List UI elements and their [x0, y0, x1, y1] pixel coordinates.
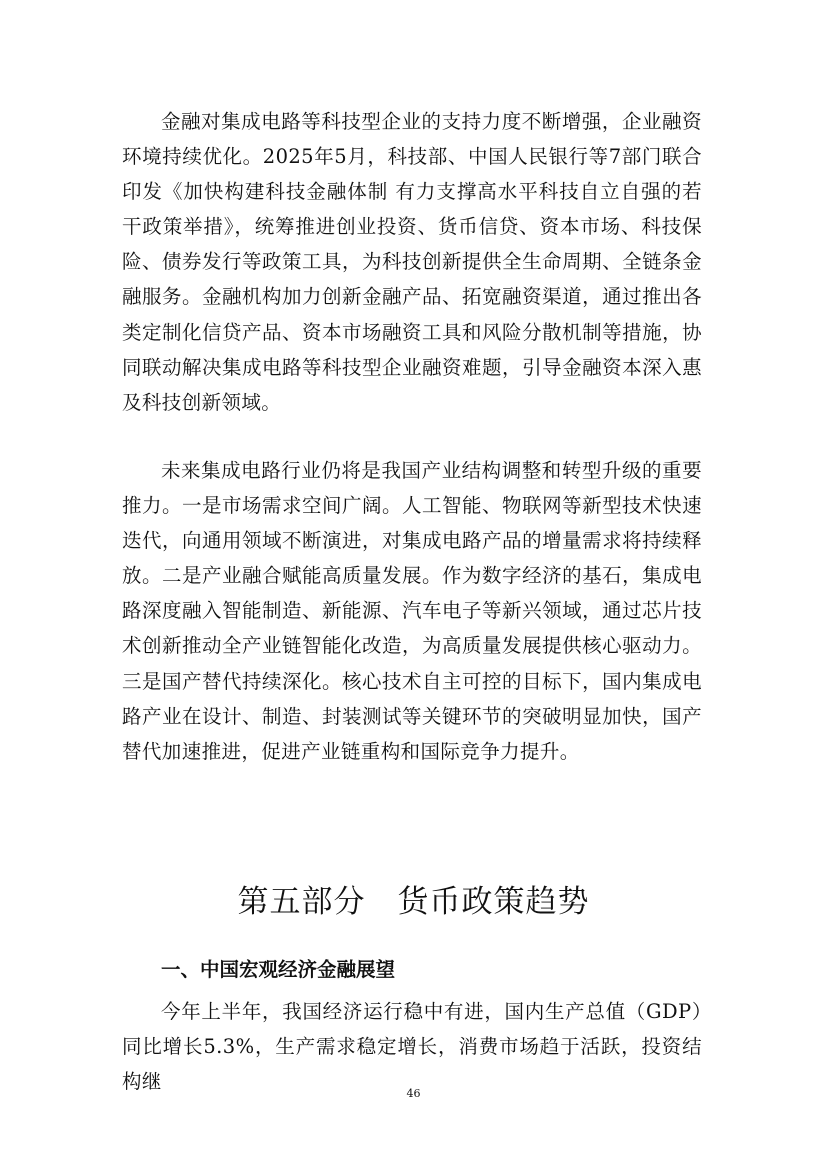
page-number: 46 — [406, 1087, 421, 1100]
body-paragraph-financial-support: 金融对集成电路等科技型企业的支持力度不断增强，企业融资环境持续优化。2025年5月，科技部、中国人民银行等7部门联合印发《加快构建科技金融体制 有力支撑高水平科技自立自强的若干政策举措》，统筹推进创业投资、货币信贷、资本市场、科技保险、债券发行等政策工具，为科技创新提供全生命周期、全链条金融服务。金融机构加力创新金融产品、拓宽融资渠道，通过推出各类定制化信贷产品、资本市场融资工具和风险分散机制等措施，协同联动解决集成电路等科技型企业融资难题，引导金融资本深入惠及科技创新领域。 — [122, 110, 702, 414]
section-title: 一、中国宏观经济金融展望 — [161, 958, 396, 981]
body-paragraph-industry-outlook: 未来集成电路行业仍将是我国产业结构调整和转型升级的重要推力。一是市场需求空间广阔。人工智能、物联网等新型技术快速迭代，向通用领域不断演进，对集成电路产品的增量需求将持续释放。二是产业融合赋能高质量发展。作为数字经济的基石，集成电路深度融入智能制造、新能源、汽车电子等新兴领域，通过芯片技术创新推动全产业链智能化改造，为高质量发展提供核心驱动力。三是国产替代持续深化。核心技术自主可控的目标下，国内集成电路产业在设计、制造、封装测试等关键环节的突破明显加快，国产替代加速推进，促进产业链重构和国际竞争力提升。 — [122, 459, 702, 763]
body-paragraph-macro-economy: 今年上半年，我国经济运行稳中有进，国内生产总值（GDP）同比增长5.3%，生产需求稳定增长，消费市场趋于活跃，投资结构继 — [122, 1000, 702, 1094]
chapter-title: 第五部分 货币政策趋势 — [237, 884, 590, 920]
